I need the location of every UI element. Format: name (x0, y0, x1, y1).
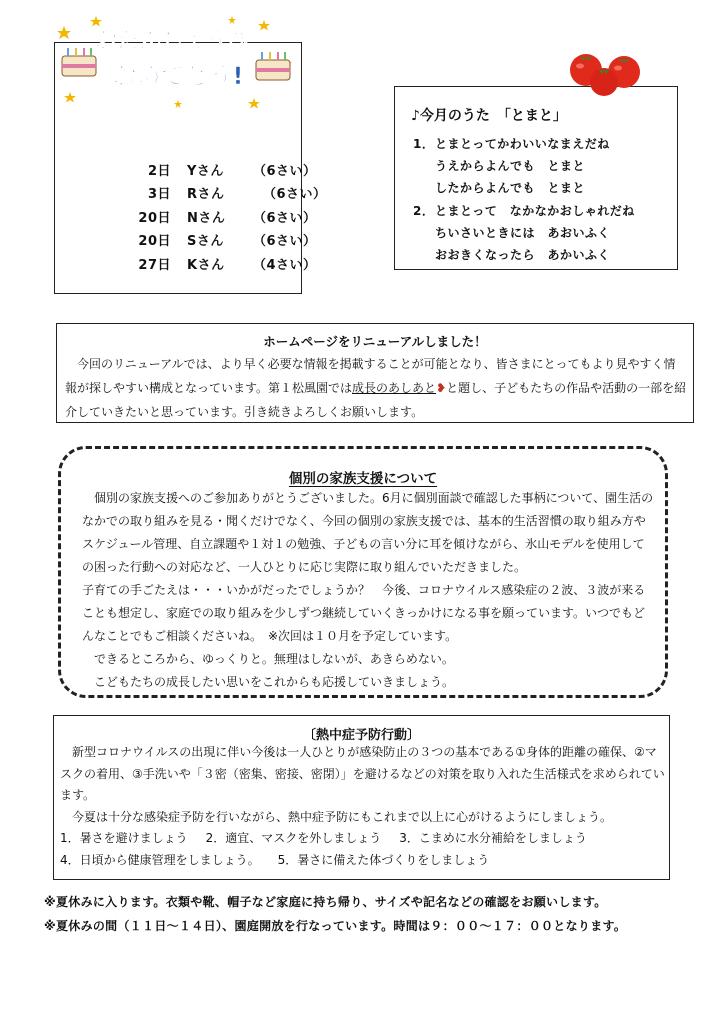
lyric-line: 2．とまとって なかなかおしゃれだね (413, 203, 635, 218)
tip-item: 2．適宜、マスクを外しましょう (205, 831, 382, 845)
birthday-row: 3日 Rさん （6さい） (147, 187, 327, 203)
heatstroke-body (60, 742, 665, 871)
tip-item: 4．日頃から健康管理をしましょう。 (60, 852, 260, 867)
homepage-body: 今回のリニューアルでは、より早く必要な情報を掲載することが可能となり、皆さまにとってもより見やすく情報が探しやすい構成となっています。第１松風園では成長のあしあと❥と題し、子どもたちの作品や活動の一部を紹介していきたいと思っています。引き続きよろしくお願いします。 (65, 357, 687, 419)
tip-item: 3．こまめに水分補給をしましょう (399, 831, 587, 845)
tip-item: 1．暑さを避けましょう (60, 831, 188, 845)
growth-footprints-link[interactable]: 成長のあしあと (352, 381, 437, 395)
paragraph: できるところから、ゆっくりと。無理はしないが、あきらめない。 (94, 652, 454, 666)
heatstroke-box (53, 715, 670, 880)
paragraph: 子育ての手ごたえは・・・いかがだったでしょうか？ 今後、コロナウイルス感染症の２波、３波が来ることも想定し、家庭での取り組みを少しずつ継続していくきっかけになる事を願っています。いつでもどんなことでもご相談くださいね。 ※次回は１０月を予定しています。 (82, 583, 646, 643)
tips-row (60, 828, 665, 850)
banner-line2: おめでとう! (112, 62, 244, 90)
homepage-title: ホームページをリニューアルしました！ (263, 334, 487, 349)
lyric-line: ちいさいときには あおいふく (435, 225, 611, 240)
cake-icon (62, 48, 96, 76)
lyric-line: うえからよんでも とまと (435, 159, 586, 174)
tip-item: 5．暑さに備えた体づくりをしましょう (277, 852, 490, 867)
birthday-row: 27日 Kさん （4さい） (138, 257, 317, 273)
tips-row (60, 850, 665, 872)
notice-summer-break: ※夏休みに入ります。衣類や靴、帽子など家庭に持ち帰り、サイズや記名などの確認をお願いします。 (44, 895, 607, 909)
paragraph: 個別の家族支援へのご参加ありがとうございました。6月に個別面談で確認した事柄について、園生活のなかでの取り組みを見る・聞くだけでなく、今回の個別の家族支援では、基本的生活習慣の取り組み方やスケジュール管理、自立課題や１対１の勉強、子どもの言い分に耳を傾けながら、氷山モデルを使用しての困った行動への対応など、一人ひとりに応じ実際に取り組んでいただきました。 (82, 491, 654, 574)
song-lyrics (413, 135, 635, 268)
lyric-line: 1．とまとってかわいいなまえだね (413, 137, 610, 151)
birthday-list (129, 160, 339, 277)
birthday-row: 20日 Sさん （6さい） (138, 234, 317, 250)
heatstroke-title: 〔熱中症予防行動〕 (302, 728, 420, 743)
birthday-banner (56, 12, 296, 112)
birthday-row: 20日 Nさん （6さい） (138, 210, 317, 226)
paragraph: 新型コロナウイルスの出現に伴い今後は一人ひとりが感染防止の３つの基本である①身体的距離の確保、②マスクの着用、③手洗いや「３密（密集、密接、密閉）」を避けるなどの対策を取り入れた生活様式を求められています。 (60, 745, 665, 802)
family-support-body (82, 487, 655, 694)
tomato-icon (566, 50, 646, 98)
birthday-row: 2日 Yさん （6さい） (147, 164, 317, 179)
notices (44, 890, 704, 938)
song-title: ♪今月のうた 「とまと」 (411, 108, 567, 124)
heart-icon: ❥ (436, 381, 447, 395)
lyric-line: おおきくなったら あかいふく (435, 247, 611, 262)
paragraph: 今夏は十分な感染症予防を行いながら、熱中症予防にもこれまで以上に心がけるようにしましょう。 (72, 809, 613, 824)
cake-icon (256, 52, 290, 80)
family-support-title: 個別の家族支援について (288, 471, 438, 487)
lyric-line: したからよんでも とまと (435, 181, 586, 196)
banner-line1: おたんじょうび (94, 29, 250, 54)
notice-yard-opening: ※夏休みの間（１１日～１４日）、園庭開放を行なっています。時間は９：００～１７：００となります。 (44, 919, 627, 933)
song-box (394, 86, 678, 270)
family-support-box (58, 446, 668, 698)
paragraph: こどもたちの成長したい思いをこれからも応援していきましょう。 (94, 675, 455, 689)
homepage-notice-box (56, 323, 694, 423)
